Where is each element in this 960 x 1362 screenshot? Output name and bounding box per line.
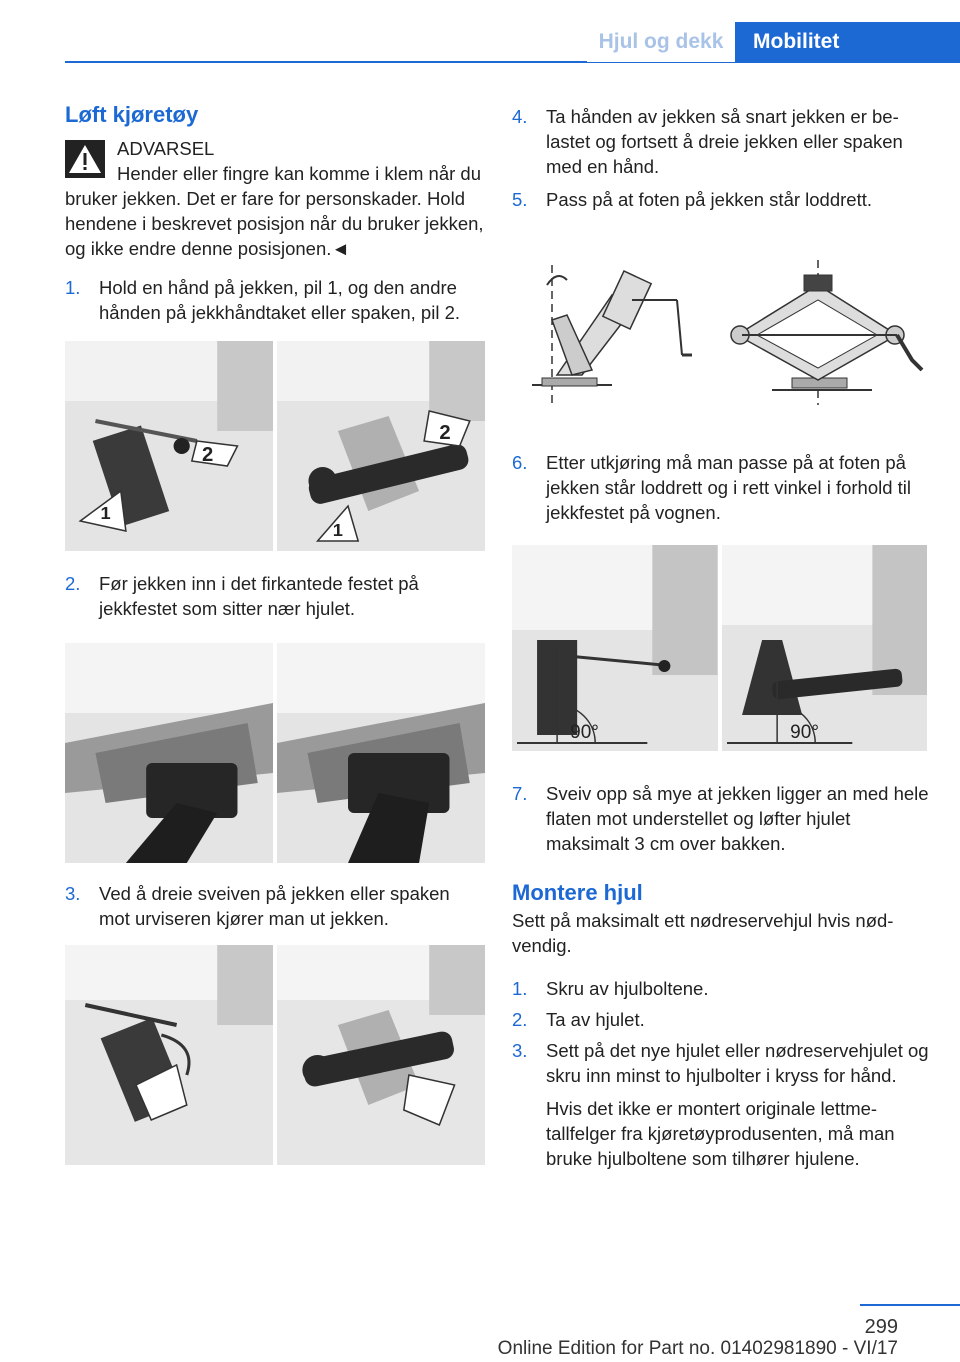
list-item	[512, 104, 930, 179]
warning-text: Hender eller fingre kan komme i klem når du bruker jekken. Det er fare for personskader. Hold hendene i beskrevet posisjon når du bruker jekken, og ikke endre denne posisjonen.◄	[65, 163, 484, 259]
list-item	[65, 881, 485, 931]
figure-hold-jack	[65, 341, 485, 551]
figure-panel	[65, 341, 273, 551]
step-text: Skru av hjulboltene.	[546, 978, 709, 999]
angle-label: 90°	[789, 722, 819, 743]
step-number: 5.	[512, 189, 528, 210]
arrow-label: 1	[100, 503, 111, 523]
angle-label: 90°	[570, 722, 599, 743]
list-item	[65, 571, 485, 621]
warning-block	[65, 136, 485, 261]
section-heading-mount: Montere hjul	[512, 880, 643, 905]
figure-panel	[65, 643, 273, 863]
tab-section[interactable]: Hjul og dekk	[587, 22, 735, 62]
warning-title: ADVARSEL	[117, 138, 215, 159]
left-column	[65, 100, 485, 1165]
step-number: 2.	[512, 1009, 528, 1030]
step-number: 3.	[65, 883, 81, 904]
arrow-label: 2	[439, 422, 451, 444]
list-item	[512, 1007, 930, 1032]
jack-line-drawing	[512, 260, 930, 410]
step-text: Ta hånden av jekken så snart jekken er belastet og fortsett å dreie jekken eller spaken med en hånd.	[546, 106, 903, 177]
edition-footer: Online Edition for Part no. 01402981890 - VI/17	[497, 1338, 898, 1359]
warning-triangle-icon	[65, 140, 105, 178]
step-text: Pass på at foten på jekken står loddrett.	[546, 189, 872, 210]
figure-panel	[277, 341, 485, 551]
mount-note: Hvis det ikke er montert originale lettmetallfelger fra kjøretøyprodusenten, må man bruke hjulboltene som tilhører hjulene.	[546, 1098, 895, 1169]
figure-insert-jack	[65, 643, 485, 863]
figure-panel	[512, 545, 718, 751]
figure-panel	[722, 545, 928, 751]
step-number: 7.	[512, 783, 528, 804]
step-number: 4.	[512, 106, 528, 127]
figure-crank-jack	[65, 945, 485, 1165]
footer-rule	[860, 1304, 960, 1306]
right-column	[512, 104, 930, 1171]
step-number: 6.	[512, 452, 528, 473]
list-item	[512, 187, 930, 212]
tab-chapter[interactable]: Mobilitet	[735, 22, 960, 62]
list-item	[512, 1038, 930, 1088]
arrow-label: 1	[332, 520, 343, 540]
step-text: Før jekken inn i det firkantede festet på jekkfestet som sitter nær hjulet.	[99, 573, 419, 619]
figure-panel	[277, 643, 485, 863]
list-item	[512, 976, 930, 1001]
step-text: Sett på det nye hjulet eller nødreservehjulet og skru inn minst to hjulbolter i kryss for hånd.	[546, 1040, 929, 1086]
list-item	[512, 450, 930, 525]
mount-intro: Sett på maksimalt ett nødreservehjul hvis nødvendig.	[512, 910, 894, 956]
step-text: Sveiv opp så mye at jekken ligger an med hele flaten mot understellet og løfter hjulet maksimalt 3 cm over bakken.	[546, 783, 929, 854]
figure-jack-vertical	[512, 260, 930, 410]
figure-jack-angle	[512, 545, 927, 751]
section-heading-lift: Løft kjøretøy	[65, 102, 199, 127]
figure-panel	[65, 945, 273, 1165]
list-item	[65, 275, 485, 325]
step-number: 3.	[512, 1040, 528, 1061]
step-number: 1.	[65, 277, 81, 298]
step-number: 1.	[512, 978, 528, 999]
figure-panel	[277, 945, 485, 1165]
step-text: Etter utkjøring må man passe på at foten på jekken står loddrett og i rett vinkel i forhold til jekkfestet på vognen.	[546, 452, 912, 523]
step-number: 2.	[65, 573, 81, 594]
page-number: 299	[864, 1316, 898, 1338]
arrow-label: 2	[201, 444, 214, 466]
step-text: Ta av hjulet.	[546, 1009, 645, 1030]
step-text: Ved å dreie sveiven på jekken eller spaken mot urviseren kjører man ut jekken.	[99, 883, 450, 929]
list-item	[512, 781, 930, 856]
step-text: Hold en hånd på jekken, pil 1, og den andre hånden på jekkhåndtaket eller spaken, pil 2.	[99, 277, 461, 323]
